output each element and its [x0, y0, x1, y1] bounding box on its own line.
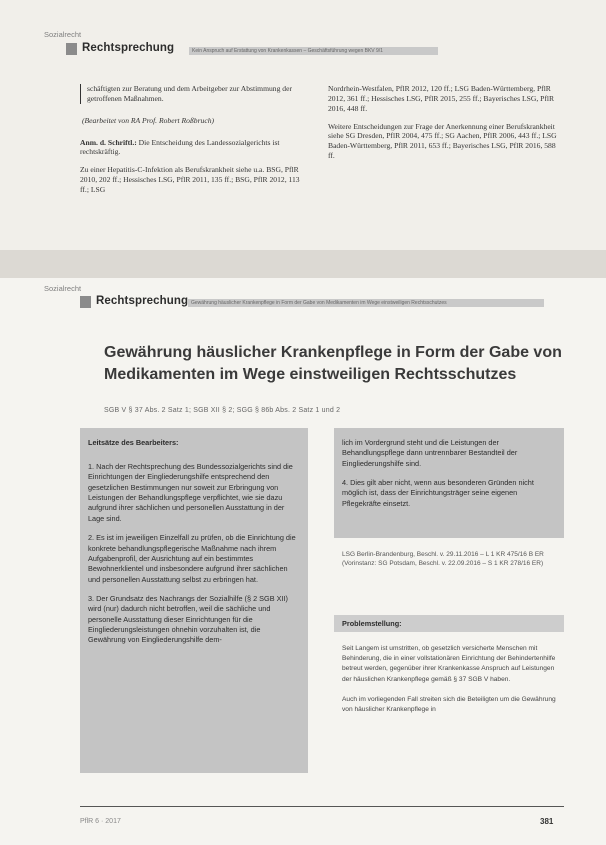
leitsatz-3-end: lich im Vordergrund steht und die Leistungen der Behandlungspflege dann untrennbarer Bestandteil der Eingliederungshilfe sind.: [342, 438, 518, 468]
leitsaetze-box: [80, 428, 308, 773]
reference-text: Zu einer Hepatitis-C-Infektion als Berufskrankheit siehe u.a. BSG, PflR 2010, 202 ff.; Hessisches LSG, PflR 2011, 135 ff.; BSG, PflR 2012, 113 ff.; LSG: [80, 165, 300, 195]
rubric-marker: [66, 43, 77, 55]
quote-text: schäftigten zur Beratung und dem Arbeitgeber zur Abstimmung der getroffenen Maßnahmen.: [80, 84, 310, 104]
leitsaetze-label: Leitsätze des Bearbeiters:: [88, 438, 179, 447]
problem-paragraph-2: Auch im vorliegenden Fall streiten sich die Beteiligten um die Gewährung von häuslicher Krankenpflege in: [342, 695, 556, 714]
problem-text: [342, 644, 558, 725]
footer-journal: PflR 6 · 2017: [80, 818, 121, 825]
court-reference: LSG Berlin-Brandenburg, Beschl. v. 29.11.2016 – L 1 KR 475/16 B ER (Vorinstanz: SG Potsdam, Beschl. v. 22.09.2016 – S 1 KR 278/16 ER): [342, 551, 544, 568]
editor-note: (Bearbeitet von RA Prof. Robert Roßbruch): [82, 115, 215, 125]
section-label: Sozialrecht: [44, 30, 82, 39]
reference-continued: Nordrhein-Westfalen, PflR 2012, 120 ff.; LSG Baden-Württemberg, PflR 2012, 361 ff.; Hessisches LSG, PflR 2015, 255 ff.; Bayerisches LSG, PflR 2016, 448 ff.: [328, 84, 555, 113]
rubric-subtitle-2: Gewährung häuslicher Krankenpflege in Form der Gabe von Medikamenten im Wege einstweiligen Rechtsschutzes: [188, 299, 544, 307]
page-gap: [0, 250, 606, 278]
article-headline: Gewährung häuslicher Krankenpflege in Form der Gabe von Medikamenten im Wege einstweiligen Rechtsschutzes: [104, 344, 562, 383]
annotation-label: Anm. d. Schriftl.:: [80, 137, 137, 147]
further-decisions: Weitere Entscheidungen zur Frage der Anerkennung einer Berufskrankheit siehe SG Dresden, PflR 2004, 475 ff.; SG Aachen, PflR 2006, 443 ff.; LSG Baden-Württemberg, PflR 2011, 653 ff.; Bayerisches LSG, PflR 2016, 588 ff.: [328, 121, 557, 161]
current-page: [0, 278, 606, 845]
rubric-title: Rechtsprechung: [82, 42, 175, 54]
leitsatz-4: 4. Dies gilt aber nicht, wenn aus besonderen Gründen nicht möglich ist, dass der Einrichtungsträger seine eigenen Pflegekräfte einsetzt.: [342, 478, 534, 508]
annotation: [80, 138, 310, 158]
leitsaetze-box-continued: [334, 428, 564, 538]
footer-rule: [80, 806, 564, 807]
previous-page: [0, 0, 606, 250]
leitsatz-2: 2. Es ist im jeweiligen Einzelfall zu prüfen, ob die Einrichtung die konkrete behandlungspflegerische Maßnahme nach ihrem Aufgabenprofil, der Ausrichtung auf ein bestimmtes Bewohnerklientel und insbesondere aufgrund ihrer sächlichen und personellen Ausstattung selbst zu erbringen hat.: [88, 533, 296, 584]
leitsaetze-text: [88, 462, 298, 655]
page-number: 381: [540, 817, 554, 826]
problem-box: [334, 615, 564, 632]
rubric-marker-2: [80, 296, 91, 308]
leitsatz-3: 3. Der Grundsatz des Nachrangs der Sozialhilfe (§ 2 SGB XII) wird (nur) dadurch nicht betroffen, weil die sächliche und personelle Ausstattung dieser Einrichtungen für die Eingliederungsleistungen ohnehin vorzuhalten ist, die Gewährung von Eingliederungshilfe dem-: [88, 593, 288, 645]
left-column: [80, 84, 310, 203]
leitsatz-1: 1. Nach der Rechtsprechung des Bundessozialgerichts sind die Einrichtungen der Eingliederungshilfe entsprechend den gesetzlichen Bestimmungen nur soweit zur Erbringung von Leistungen der Behandlungspflege verpflichtet, wie sie dazu aufgrund ihrer sächlichen und personellen Ausstattung in der Lage sind.: [88, 462, 293, 523]
norm-references: SGB V § 37 Abs. 2 Satz 1; SGB XII § 2; SGG § 86b Abs. 2 Satz 1 und 2: [104, 407, 341, 414]
problem-paragraph-1: Seit Langem ist umstritten, ob gesetzlich versicherte Menschen mit Behinderung, die in einer vollstationären Einrichtung der Behindertenhilfe betreut werden, gegenüber ihrer Krankenkasse Anspruch auf Leistungen der häuslichen Krankenpflege gemäß § 37 SGB V haben.: [342, 645, 556, 683]
leitsaetze-continued-text: [342, 438, 554, 518]
rubric-title-2: Rechtsprechung: [96, 295, 189, 307]
section-label-2: Sozialrecht: [44, 284, 82, 293]
annotation-text: Die Entscheidung des Landessozialgerichts ist rechtskräftig.: [80, 137, 280, 157]
right-column: [328, 84, 558, 169]
rubric-subtitle: Kein Anspruch auf Erstattung von Krankenkassen – Geschäftsführung wegen BKV 9/1: [189, 47, 438, 55]
problem-label: Problemstellung:: [342, 619, 402, 628]
